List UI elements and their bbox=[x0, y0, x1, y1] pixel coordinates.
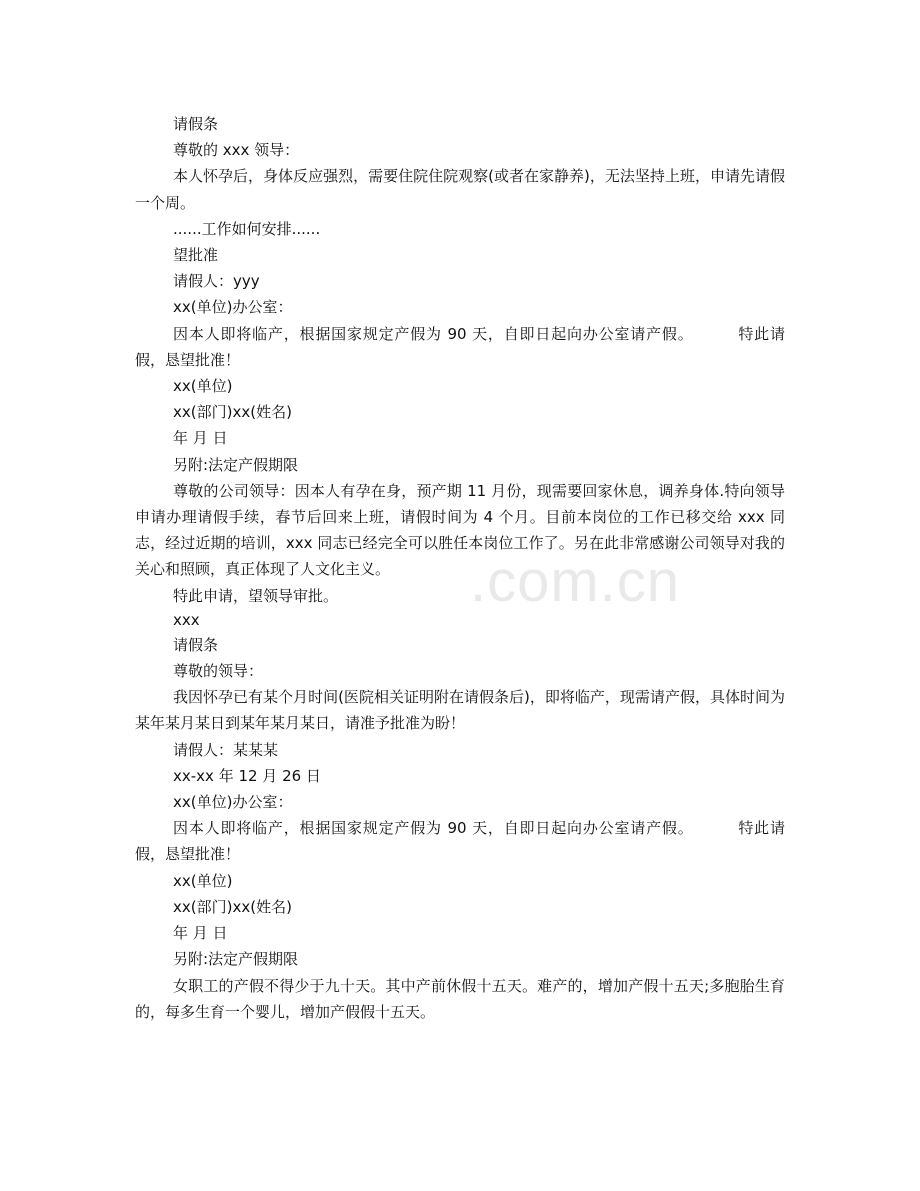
watermark: .com.cn bbox=[470, 549, 681, 614]
paragraph: 另附:法定产假期限 bbox=[173, 455, 299, 474]
paragraph-with-request bbox=[135, 815, 785, 867]
paragraph: 尊敬的公司领导：因本人有孕在身，预产期 11 月份，现需要回家休息，调养身体.特向领导申请办理请假手续，春节后回来上班，请假时间为 4 个月。目前本岗位的工作已移交给 xxx 同志，经过近期的培训，xxx 同志已经完全可以胜任本岗位工作了。另在此非常感谢公司领导对我的关心和照顾，真正体现了人文化主义。 bbox=[135, 481, 785, 579]
paragraph: 尊敬的领导： bbox=[173, 662, 264, 681]
paragraph: xx(单位)办公室： bbox=[173, 793, 293, 812]
special-request: 特此请假，恳望批准！ bbox=[135, 324, 785, 369]
paragraph-text: 因本人即将临产，根据国家规定产假为 90 天，自即日起向办公室请产假。 bbox=[173, 324, 694, 343]
paragraph: 请假人：yyy bbox=[173, 272, 260, 291]
paragraph: 请假人：某某某 bbox=[173, 740, 279, 759]
paragraph: xx(单位)办公室： bbox=[173, 298, 293, 317]
paragraph: 尊敬的 xxx 领导： bbox=[173, 141, 300, 160]
paragraph-with-request bbox=[135, 321, 785, 373]
paragraph: 年 月 日 bbox=[173, 924, 228, 943]
paragraph: xx-xx 年 12 月 26 日 bbox=[173, 766, 321, 785]
paragraph: 女职工的产假不得少于九十天。其中产前休假十五天。难产的，增加产假十五天;多胞胎生育的，每多生育一个婴儿，增加产假假十五天。 bbox=[135, 976, 785, 1021]
special-request: 特此请假，恳望批准！ bbox=[135, 819, 785, 864]
paragraph: 年 月 日 bbox=[173, 429, 228, 448]
paragraph: ......工作如何安排...... bbox=[173, 219, 321, 238]
paragraph: 另附:法定产假期限 bbox=[173, 950, 299, 969]
document-body bbox=[135, 111, 785, 1025]
paragraph: xx(单位) bbox=[173, 871, 233, 890]
paragraph: 我因怀孕已有某个月时间(医院相关证明附在请假条后)，即将临产，现需请产假，具体时间为某年某月某日到某年某月某日，请准予批准为盼！ bbox=[135, 688, 785, 733]
paragraph: xxx bbox=[173, 610, 200, 629]
paragraph: 本人怀孕后，身体反应强烈，需要住院住院观察(或者在家静养)，无法坚持上班，申请先请假一个周。 bbox=[135, 167, 785, 212]
paragraph: xx(部门)xx(姓名) bbox=[173, 897, 292, 916]
paragraph: 特此申请，望领导审批。 bbox=[173, 586, 339, 605]
paragraph: xx(部门)xx(姓名) bbox=[173, 403, 292, 422]
paragraph: 请假条 bbox=[173, 635, 219, 654]
paragraph: xx(单位) bbox=[173, 377, 233, 396]
paragraph: 望批准 bbox=[173, 246, 219, 265]
paragraph: 请假条 bbox=[173, 115, 219, 133]
paragraph-text: 因本人即将临产，根据国家规定产假为 90 天，自即日起向办公室请产假。 bbox=[173, 819, 694, 838]
